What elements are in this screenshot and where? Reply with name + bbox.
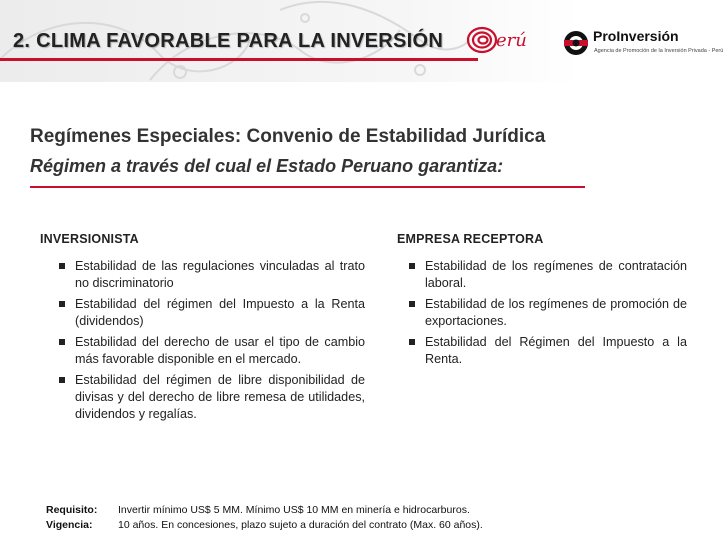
- company-item: [407, 334, 687, 368]
- investor-item-text: Estabilidad del régimen de libre disponibilidad de divisas y del derecho de libre remesa de utilidades, dividendos y regalías.: [75, 373, 365, 421]
- proinversion-logo: [563, 26, 723, 66]
- investor-list: [40, 258, 365, 423]
- company-item-text: Estabilidad de los regímenes de contratación laboral.: [425, 259, 687, 290]
- square-bullet-icon: [59, 339, 65, 345]
- company-column: [397, 232, 687, 372]
- company-title: EMPRESA RECEPTORA: [397, 232, 544, 246]
- footnote: [46, 503, 483, 533]
- vigencia-row: [46, 518, 483, 533]
- section-divider: [30, 186, 585, 188]
- investor-item: [57, 372, 365, 423]
- company-item-text: Estabilidad de los regímenes de promoción de exportaciones.: [425, 297, 687, 328]
- title-underline: [0, 58, 478, 61]
- proinversion-name: ProInversión: [593, 28, 679, 44]
- section-heading: Regímenes Especiales: Convenio de Estabilidad Jurídica: [30, 126, 546, 147]
- square-bullet-icon: [59, 377, 65, 383]
- vigencia-label: Vigencia:: [46, 519, 93, 531]
- vigencia-text: 10 años. En concesiones, plazo sujeto a duración del contrato (Max. 60 años).: [118, 519, 483, 531]
- requisito-text: Invertir mínimo US$ 5 MM. Mínimo US$ 10 MM en minería e hidrocarburos.: [118, 504, 470, 516]
- proinversion-mark-icon: [563, 30, 589, 56]
- investor-title: INVERSIONISTA: [40, 232, 139, 246]
- investor-column: [40, 232, 365, 427]
- investor-item: [57, 258, 365, 292]
- section-subheading: Régimen a través del cual el Estado Peruano garantiza:: [30, 156, 504, 176]
- investor-item-text: Estabilidad del régimen del Impuesto a la Renta (dividendos): [75, 297, 365, 328]
- peru-logo-text: erú: [496, 30, 527, 51]
- peru-logo-icon: [466, 22, 558, 56]
- requisito-row: [46, 503, 483, 518]
- square-bullet-icon: [409, 263, 415, 269]
- square-bullet-icon: [409, 339, 415, 345]
- proinversion-tagline: Agencia de Promoción de la Inversión Privada - Perú: [594, 48, 724, 54]
- company-item: [407, 258, 687, 292]
- square-bullet-icon: [59, 301, 65, 307]
- investor-item-text: Estabilidad de las regulaciones vinculadas al trato no discriminatorio: [75, 259, 365, 290]
- slide-title: 2. CLIMA FAVORABLE PARA LA INVERSIÓN: [13, 30, 444, 52]
- requisito-label: Requisito:: [46, 504, 98, 516]
- company-item-text: Estabilidad del Régimen del Impuesto a la Renta.: [425, 335, 687, 366]
- square-bullet-icon: [409, 301, 415, 307]
- company-item: [407, 296, 687, 330]
- investor-item: [57, 296, 365, 330]
- square-bullet-icon: [59, 263, 65, 269]
- investor-item: [57, 334, 365, 368]
- investor-item-text: Estabilidad del derecho de usar el tipo de cambio más favorable disponible en el mercado.: [75, 335, 365, 366]
- company-list: [397, 258, 687, 368]
